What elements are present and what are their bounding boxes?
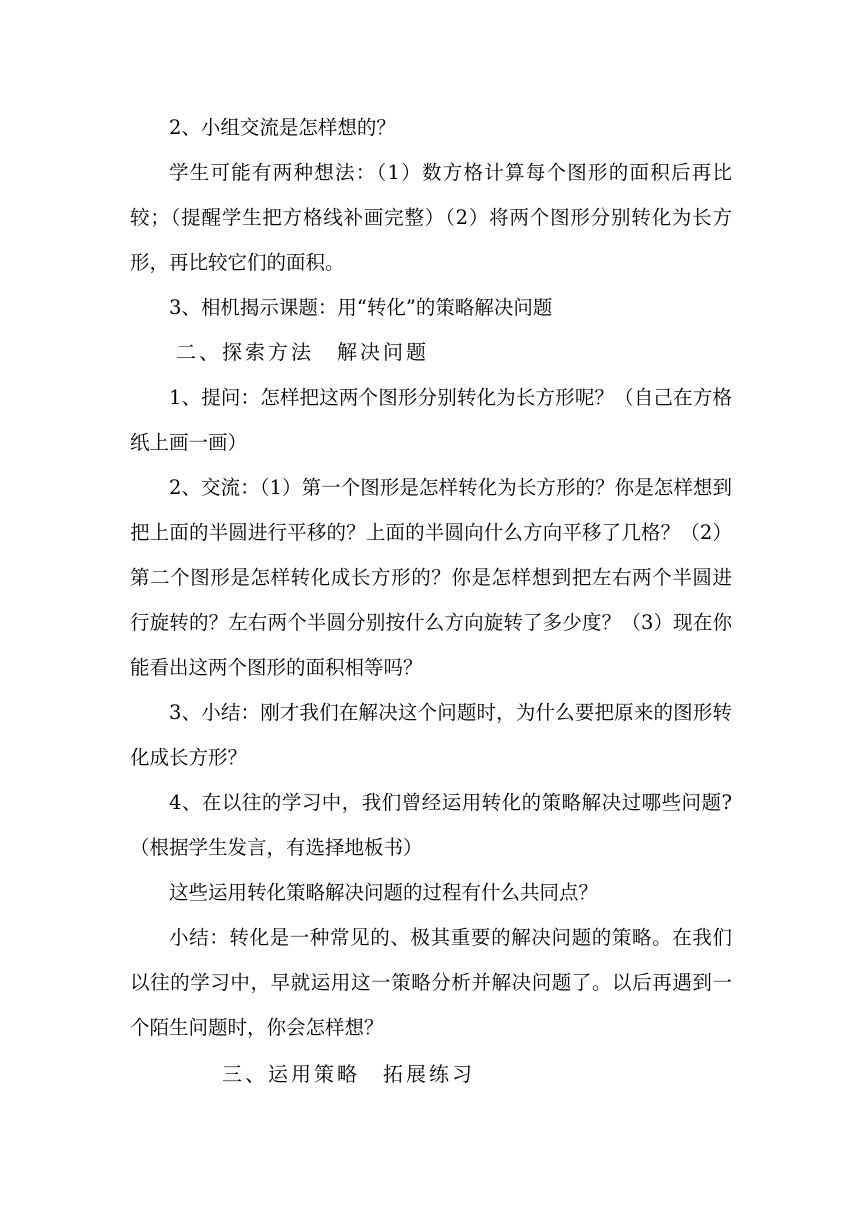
paragraph-summary-2: 小结：转化是一种常见的、极其重要的解决问题的策略。在我们以往的学习中，早就运用这一策略分析并解决问题了。以后再遇到一个陌生问题时，你会怎样想？ <box>130 926 732 1039</box>
section-heading-practice: 三、运用策略 拓展练习 <box>222 1062 475 1086</box>
paragraph-student-ideas: 学生可能有两种想法：（1）数方格计算每个图形的面积后再比较；（提醒学生把方格线补画完整）（2）将两个图形分别转化为长方形，再比较它们的面积。 <box>130 161 732 274</box>
section-heading-explore: 二、探索方法 解决问题 <box>176 340 429 364</box>
paragraph-question: 1、提问：怎样把这两个图形分别转化为长方形呢？（自己在方格纸上画一画） <box>130 386 732 454</box>
paragraph-exchange: 2、交流：（1）第一个图形是怎样转化为长方形的？你是怎样想到把上面的半圆进行平移的？上面的半圆向什么方向平移了几格？（2）第二个图形是怎样转化成长方形的？你是怎样想到把左右两个半圆进行旋转的？左右两个半圆分别按什么方向旋转了多少度？（3）现在你能看出这两个图形的面积相等吗？ <box>130 476 732 679</box>
paragraph-common-points: 这些运用转化策略解决问题的过程有什么共同点？ <box>169 881 599 904</box>
paragraph-group-discussion: 2、小组交流是怎样想的？ <box>169 116 396 139</box>
paragraph-summary-1: 3、小结：刚才我们在解决这个问题时，为什么要把原来的图形转化成长方形？ <box>130 701 732 769</box>
paragraph-reveal-topic: 3、相机揭示课题：用“转化”的策略解决问题 <box>169 296 553 319</box>
paragraph-past-learning: 4、在以往的学习中，我们曾经运用转化的策略解决过哪些问题?（根据学生发言，有选择地板书） <box>130 791 732 859</box>
